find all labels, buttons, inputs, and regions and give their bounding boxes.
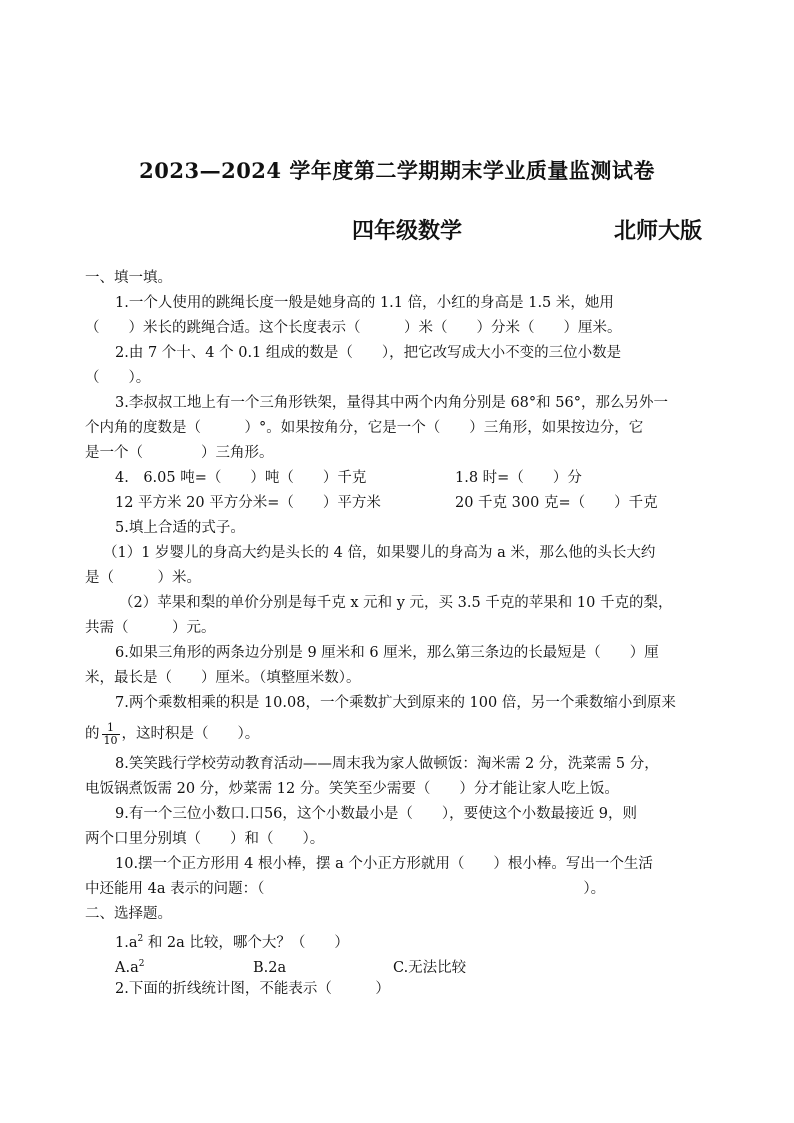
q4-row1 [85,466,713,491]
exam-content [85,266,713,1002]
s2-q1-post: 和 2a 比较，哪个大？（ ） [143,934,349,951]
s2-q2: 2.下面的折线统计图，不能表示（ ） [115,981,390,997]
fraction-denominator: 10 [103,733,118,747]
s2-q1-sup: 2 [137,934,144,944]
q3-line3: 是一个（ ）三角形。 [85,445,274,461]
subtitle [352,214,722,245]
option-c: C.无法比较 [393,959,467,976]
option-a-sup: 2 [138,959,145,969]
q1-line2: （ ）米长的跳绳合适。这个长度表示（ ）米（ ）分米（ ）厘米。 [85,320,622,336]
q3-line1: 3.李叔叔工地上有一个三角形铁架，量得其中两个内角分别是 68°和 56°，那么另外一 [115,395,668,411]
q5-intro: 5.填上合适的式子。 [115,520,245,536]
s2-q1-pre: 1.a [115,934,138,951]
q2-line1: 2.由 7 个十、4 个 0.1 组成的数是（ ），把它改写成大小不变的三位小数是 [115,345,622,361]
option-a-pre: A.a [115,959,139,976]
section2-heading: 二、选择题。 [85,906,172,922]
q9-line2: 两个口里分别填（ ）和（ ）。 [85,831,325,847]
q5-p2-line2: 共需（ ）元。 [85,620,216,636]
q3-line2: 个内角的度数是（ ）°。如果按角分，它是一个（ ）三角形，如果按边分，它 [85,420,644,436]
fraction [102,722,120,747]
publisher-label: 北师大版 [614,218,703,244]
q2-line2: （ ）。 [85,370,151,386]
q8-line1: 8.笑笑践行学校劳动教育活动——周末我为家人做顿饭：淘米需 2 分，洗菜需 5 分， [115,756,659,772]
q5-p2-line1: （2）苹果和梨的单价分别是每千克 x 元和 y 元，买 3.5 千克的苹果和 10 千克的梨， [119,595,673,611]
q7-post: ，这时积是（ ）。 [121,726,260,742]
q7-line1: 7.两个乘数相乘的积是 10.08，一个乘数扩大到原来的 100 倍，另一个乘数缩小到原来 [115,695,676,711]
subject-label: 四年级数学 [352,218,463,244]
s2-q1-options [85,952,713,977]
section1-heading: 一、填一填。 [85,270,172,286]
fraction-numerator: 1 [102,722,120,735]
q4-item-a: 4. 6.05 吨=（ ）吨（ ）千克 [115,470,367,486]
q6-line1: 6.如果三角形的两条边分别是 9 厘米和 6 厘米，那么第三条边的长最短是（ ）厘 [115,645,659,661]
q9-line1: 9.有一个三位小数口.口56，这个小数最小是（ ），要使这个小数最接近 9，则 [115,806,637,822]
q6-line2: 米，最长是（ ）厘米。（填整厘米数）。 [85,670,361,686]
q1-line1: 1.一个人使用的跳绳长度一般是她身高的 1.1 倍，小红的身高是 1.5 米，她用 [115,295,614,311]
q10-line1: 10.摆一个正方形用 4 根小棒，摆 a 个小正方形就用（ ）根小棒。写出一个生活 [115,856,653,872]
q5-p1-line1: （1）1 岁婴儿的身高大约是头长的 4 倍，如果婴儿的身高为 a 米，那么他的头长大约 [103,545,656,561]
q10-line2: 中还能用 4a 表示的问题：（ ）。 [85,881,606,897]
q5-p1-line2: 是（ ）米。 [85,570,201,586]
q4-item-b: 1.8 时=（ ）分 [455,470,582,486]
q7-line2 [85,716,713,752]
q8-line2: 电饭锅煮饭需 20 分，炒菜需 12 分。笑笑至少需要（ ）分才能让家人吃上饭。 [85,781,619,797]
q4-row2 [85,491,713,516]
q7-pre: 的 [85,726,100,742]
q4-item-d: 20 千克 300 克=（ ）千克 [455,495,658,511]
option-b: B.2a [253,959,287,976]
q4-item-c: 12 平方米 20 平方分米=（ ）平方米 [115,495,381,511]
s2-q1 [85,927,713,952]
page-title: 2023—2024 学年度第二学期期末学业质量监测试卷 [139,158,655,183]
